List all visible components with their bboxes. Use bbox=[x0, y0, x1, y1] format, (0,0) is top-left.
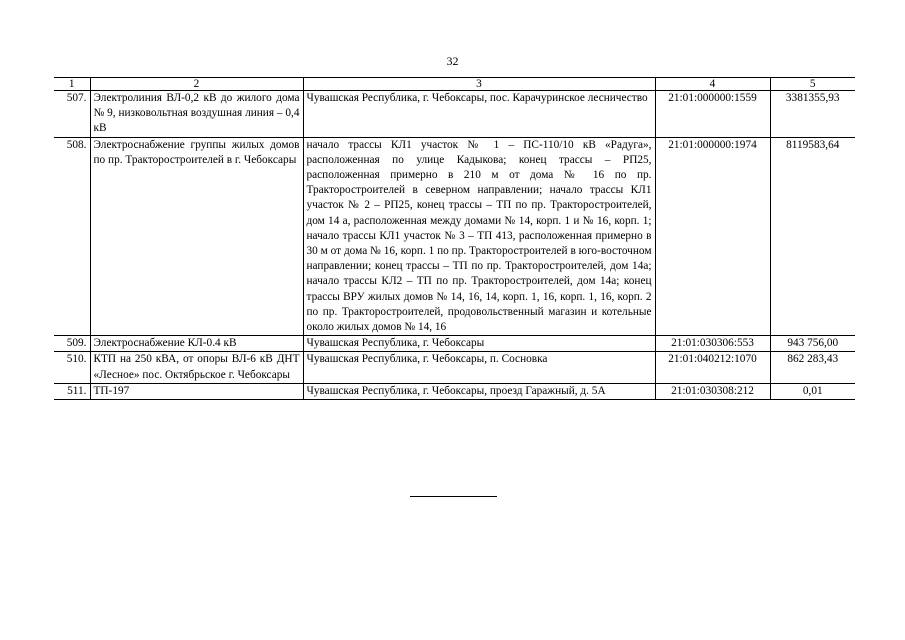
table-header-row bbox=[54, 78, 855, 91]
cadastral-number: 21:01:030306:553 bbox=[655, 336, 770, 352]
header-cell: 4 bbox=[655, 78, 770, 91]
row-number: 508. bbox=[54, 137, 90, 336]
object-name: ТП-197 bbox=[90, 383, 303, 399]
cadastral-number: 21:01:000000:1559 bbox=[655, 91, 770, 138]
table-row bbox=[54, 137, 855, 336]
footer-separator-line bbox=[410, 496, 497, 497]
cadastral-number: 21:01:000000:1974 bbox=[655, 137, 770, 336]
row-number: 507. bbox=[54, 91, 90, 138]
property-table bbox=[54, 77, 855, 400]
cadastral-number: 21:01:030308:212 bbox=[655, 383, 770, 399]
object-name: Электроснабжение группы жилых домов по пр. Тракторостроителей в г. Чебоксары bbox=[90, 137, 303, 336]
object-value: 0,01 bbox=[770, 383, 855, 399]
object-name: Электроснабжение КЛ-0.4 кВ bbox=[90, 336, 303, 352]
row-number: 511. bbox=[54, 383, 90, 399]
table-row bbox=[54, 91, 855, 138]
table-row bbox=[54, 336, 855, 352]
header-cell: 3 bbox=[303, 78, 655, 91]
header-cell: 2 bbox=[90, 78, 303, 91]
table-row bbox=[54, 352, 855, 383]
object-location: Чувашская Республика, г. Чебоксары bbox=[303, 336, 655, 352]
object-location: начало трассы КЛ1 участок № 1 – ПС-110/10 кВ «Радуга», расположенная по улице Кадыкова; конец трассы – РП25, расположенная примерно в 210 м от дома № 16 по пр. Тракторостроителей в северном направлении; начало трассы КЛ1 участок № 2 – РП25, конец трассы – ТП по пр. Тракторостроителей, дом 14 а, расположенная между домами № 14, корп. 1 и № 16, корп. 1; начало трассы КЛ1 участок № 3 – ТП 413, расположенная примерно в 30 м от дома № 16, корп. 1 по пр. Тракторостроителей в юго-восточном направлении; конец трассы – ТП по пр. Тракторостроителей, дом 14а; начало трассы КЛ2 – ТП по пр. Тракторостроителей, дом 14а; конец трассы ВРУ жилых домов № 14, 16, 14, корп. 1, 16, корп. 1, 16, корп. 2 по пр. Тракторостроителей, продовольственный магазин и котельные около жилых домов № 14, 16 bbox=[303, 137, 655, 336]
object-value: 8119583,64 bbox=[770, 137, 855, 336]
object-location: Чувашская Республика, г. Чебоксары, п. Сосновка bbox=[303, 352, 655, 383]
row-number: 509. bbox=[54, 336, 90, 352]
page-number: 32 bbox=[446, 54, 459, 68]
object-value: 3381355,93 bbox=[770, 91, 855, 138]
object-location: Чувашская Республика, г. Чебоксары, проезд Гаражный, д. 5А bbox=[303, 383, 655, 399]
object-name: Электролиния ВЛ-0,2 кВ до жилого дома № 9, низковольтная воздушная линия – 0,4 кВ bbox=[90, 91, 303, 138]
object-value: 862 283,43 bbox=[770, 352, 855, 383]
row-number: 510. bbox=[54, 352, 90, 383]
header-cell: 1 bbox=[54, 78, 90, 91]
header-cell: 5 bbox=[770, 78, 855, 91]
table-row bbox=[54, 383, 855, 399]
cadastral-number: 21:01:040212:1070 bbox=[655, 352, 770, 383]
object-location: Чувашская Республика, г. Чебоксары, пос. Карачуринское лесничество bbox=[303, 91, 655, 138]
object-name: КТП на 250 кВА, от опоры ВЛ-6 кВ ДНТ «Лесное» пос. Октябрьское г. Чебоксары bbox=[90, 352, 303, 383]
object-value: 943 756,00 bbox=[770, 336, 855, 352]
